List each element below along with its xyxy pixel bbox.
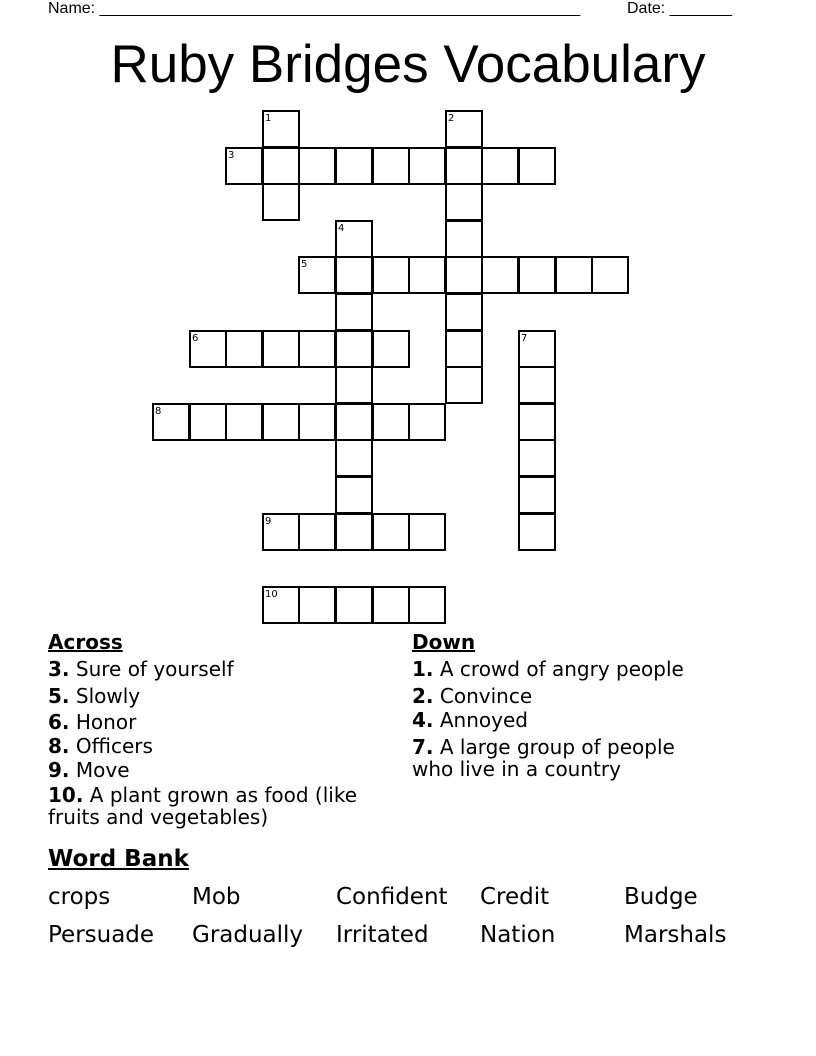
- clue-number: 5.: [48, 684, 70, 708]
- crossword-cell[interactable]: [335, 586, 373, 624]
- clue-number-label: 7: [521, 333, 528, 344]
- crossword-cell[interactable]: [335, 366, 373, 404]
- crossword-cell[interactable]: [372, 330, 410, 368]
- crossword-cell[interactable]: [518, 439, 556, 477]
- crossword-cell[interactable]: [445, 220, 483, 258]
- across-clue-10-line2: fruits and vegetables): [48, 805, 269, 829]
- across-clue-8: [48, 735, 153, 757]
- word-bank-item: Persuade: [48, 922, 155, 948]
- clue-text: Honor: [75, 710, 137, 734]
- crossword-cell[interactable]: [445, 147, 483, 185]
- crossword-cell[interactable]: [335, 476, 373, 514]
- clue-text: Officers: [75, 734, 153, 758]
- word-bank-item: crops: [48, 884, 111, 910]
- crossword-cell[interactable]: [372, 586, 410, 624]
- clue-number-label: 1: [265, 113, 272, 124]
- clue-number-label: 3: [228, 150, 235, 161]
- word-bank-item: Gradually: [192, 922, 304, 948]
- crossword-cell[interactable]: [189, 403, 227, 441]
- crossword-cell[interactable]: [445, 330, 483, 368]
- clue-text: Move: [75, 758, 130, 782]
- crossword-cell[interactable]: [555, 256, 593, 294]
- crossword-cell[interactable]: [262, 183, 300, 221]
- crossword-cell[interactable]: [445, 366, 483, 404]
- page-title: Ruby Bridges Vocabulary: [110, 35, 706, 94]
- clue-text: A large group of people: [439, 735, 675, 759]
- clue-text: Annoyed: [439, 708, 528, 732]
- clue-number: 2.: [412, 684, 434, 708]
- crossword-cell[interactable]: [298, 403, 336, 441]
- crossword-cell[interactable]: [481, 256, 519, 294]
- across-clue-5: [48, 685, 140, 707]
- crossword-cell[interactable]: [262, 147, 300, 185]
- across-clue-10: [48, 784, 357, 806]
- clue-text: Convince: [439, 684, 533, 708]
- crossword-cell[interactable]: [298, 147, 336, 185]
- date-field: Date: _______: [627, 0, 732, 17]
- clue-number: 3.: [48, 657, 70, 681]
- clue-number: 10.: [48, 783, 84, 807]
- crossword-cell[interactable]: [445, 183, 483, 221]
- word-bank-item: Budge: [624, 884, 698, 910]
- clue-number: 1.: [412, 657, 434, 681]
- across-clue-6: [48, 711, 136, 733]
- down-clue-7-line2: who live in a country: [412, 757, 621, 781]
- across-heading: Across: [48, 630, 123, 654]
- word-bank-item: Marshals: [624, 922, 727, 948]
- crossword-cell[interactable]: [298, 330, 336, 368]
- crossword-cell[interactable]: [262, 403, 300, 441]
- clue-number-label: 5: [301, 259, 308, 270]
- crossword-cell[interactable]: [591, 256, 629, 294]
- word-bank-item: Nation: [480, 922, 556, 948]
- crossword-cell[interactable]: [481, 147, 519, 185]
- crossword-cell[interactable]: [408, 403, 446, 441]
- word-bank-item: Confident: [336, 884, 448, 910]
- down-clue-7: [412, 736, 675, 758]
- clue-number-label: 9: [265, 516, 272, 527]
- clue-number: 8.: [48, 734, 70, 758]
- crossword-cell[interactable]: [335, 403, 373, 441]
- crossword-cell[interactable]: [445, 256, 483, 294]
- crossword-cell[interactable]: [298, 513, 336, 551]
- clue-number-label: 2: [448, 113, 455, 124]
- crossword-cell[interactable]: [445, 293, 483, 331]
- across-clue-3: [48, 658, 234, 680]
- crossword-cell[interactable]: [372, 147, 410, 185]
- clue-number: 9.: [48, 758, 70, 782]
- crossword-cell[interactable]: [518, 366, 556, 404]
- crossword-cell[interactable]: [408, 513, 446, 551]
- clue-number-label: 6: [192, 333, 199, 344]
- clue-number: 6.: [48, 710, 70, 734]
- crossword-cell[interactable]: [335, 513, 373, 551]
- crossword-cell[interactable]: [408, 256, 446, 294]
- crossword-cell[interactable]: [518, 256, 556, 294]
- clue-text: Slowly: [75, 684, 141, 708]
- clue-number: 7.: [412, 735, 434, 759]
- word-bank-item: Irritated: [336, 922, 429, 948]
- clue-text: A crowd of angry people: [439, 657, 684, 681]
- crossword-cell[interactable]: [225, 403, 263, 441]
- name-field: Name: ______________________________________________________: [48, 0, 581, 17]
- crossword-cell[interactable]: [518, 403, 556, 441]
- down-clue-4: [412, 709, 528, 731]
- down-heading: Down: [412, 630, 476, 654]
- word-bank-heading: Word Bank: [48, 846, 189, 872]
- crossword-cell[interactable]: [335, 147, 373, 185]
- crossword-cell[interactable]: [518, 147, 556, 185]
- crossword-cell[interactable]: [518, 476, 556, 514]
- crossword-cell[interactable]: [225, 330, 263, 368]
- crossword-cell[interactable]: [262, 330, 300, 368]
- crossword-cell[interactable]: [335, 293, 373, 331]
- clue-number-label: 4: [338, 223, 345, 234]
- clue-number: 4.: [412, 708, 434, 732]
- clue-number-label: 8: [155, 406, 162, 417]
- crossword-cell[interactable]: [408, 147, 446, 185]
- down-clue-1: [412, 658, 684, 680]
- crossword-cell[interactable]: [335, 256, 373, 294]
- crossword-cell[interactable]: [335, 439, 373, 477]
- word-bank-item: Credit: [480, 884, 550, 910]
- crossword-cell[interactable]: [335, 330, 373, 368]
- clue-number-label: 10: [265, 589, 278, 600]
- crossword-cell[interactable]: [372, 513, 410, 551]
- word-bank-item: Mob: [192, 884, 241, 910]
- crossword-cell[interactable]: [408, 586, 446, 624]
- across-clue-9: [48, 759, 130, 781]
- crossword-cell[interactable]: [298, 586, 336, 624]
- clue-text: Sure of yourself: [75, 657, 234, 681]
- crossword-cell[interactable]: [372, 256, 410, 294]
- down-clue-2: [412, 685, 532, 707]
- clue-text: A plant grown as food (like: [89, 783, 358, 807]
- crossword-cell[interactable]: [372, 403, 410, 441]
- crossword-cell[interactable]: [518, 513, 556, 551]
